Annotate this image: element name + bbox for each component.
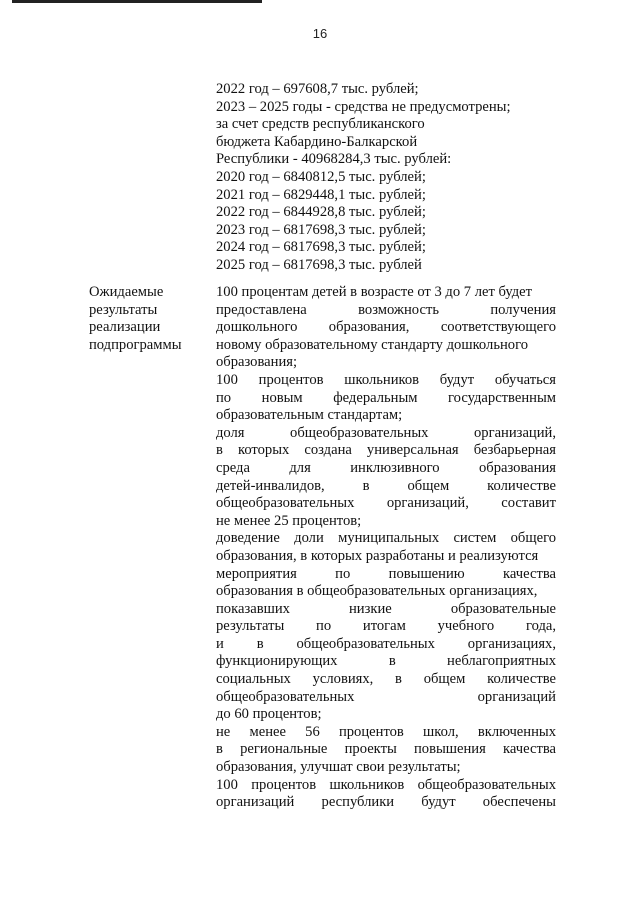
results-line: мероприятия по повышению качества	[216, 565, 556, 582]
funding-line: 2021 год – 6829448,1 тыс. рублей;	[216, 186, 426, 203]
results-line: не менее 25 процентов;	[216, 512, 362, 529]
funding-block	[216, 81, 556, 275]
results-line: образования;	[216, 354, 298, 371]
section-label-line: подпрограммы	[89, 336, 182, 353]
results-line: функционирующих в неблагоприятных	[216, 653, 556, 670]
funding-line: 2023 – 2025 годы - средства не предусмотрены;	[216, 98, 511, 115]
results-line: не менее 56 процентов школ, включенных	[216, 723, 556, 740]
results-line: доведение доли муниципальных систем общего	[216, 530, 556, 547]
funding-line: Республики - 40968284,3 тыс. рублей:	[216, 151, 452, 168]
funding-line: 2023 год – 6817698,3 тыс. рублей;	[216, 221, 426, 238]
results-line: до 60 процентов;	[216, 706, 322, 723]
top-border-line	[12, 0, 262, 3]
results-line: показавших низкие образовательные	[216, 600, 556, 617]
results-line: среда для инклюзивного образования	[216, 459, 556, 476]
funding-line: бюджета Кабардино-Балкарской	[216, 133, 418, 150]
results-line: общеобразовательных организаций, составит	[216, 495, 556, 512]
section-label-line: реализации	[89, 319, 161, 336]
results-line: новому образовательному стандарту дошкольного	[216, 336, 529, 353]
results-line: детей-инвалидов, в общем количестве	[216, 477, 556, 494]
results-line: по новым федеральным государственным	[216, 389, 556, 406]
results-line: в которых создана универсальная безбарьерная	[216, 442, 556, 459]
results-line: социальных условиях, в общем количестве	[216, 671, 556, 688]
results-line: 100 процентов школьников общеобразовательных	[216, 776, 556, 793]
results-line: 100 процентам детей в возрасте от 3 до 7 лет будет	[216, 284, 533, 300]
funding-line: за счет средств республиканского	[216, 116, 425, 133]
funding-line: 2025 год – 6817698,3 тыс. рублей	[216, 256, 422, 273]
results-line: образовательным стандартам;	[216, 407, 403, 424]
expected-results-block	[216, 284, 556, 812]
results-line: образования, улучшат свои результаты;	[216, 759, 461, 776]
results-line: предоставлена возможность получения	[216, 301, 556, 318]
funding-line: 2022 год – 697608,7 тыс. рублей;	[216, 81, 419, 97]
section-label-line: Ожидаемые	[89, 284, 164, 300]
results-line: дошкольного образования, соответствующего	[216, 319, 556, 336]
funding-line: 2022 год – 6844928,8 тыс. рублей;	[216, 204, 426, 221]
results-line: общеобразовательных организаций	[216, 688, 556, 705]
funding-line: 2024 год – 6817698,3 тыс. рублей;	[216, 239, 426, 256]
results-line: образования в общеобразовательных организациях,	[216, 583, 538, 600]
results-line: образования, в которых разработаны и реализуются	[216, 547, 539, 564]
page-number: 16	[312, 26, 328, 41]
section-label-line: результаты	[89, 301, 158, 318]
results-line: 100 процентов школьников будут обучаться	[216, 371, 556, 388]
results-line: и в общеобразовательных организациях,	[216, 635, 556, 652]
results-line: доля общеобразовательных организаций,	[216, 424, 556, 441]
results-line: в региональные проекты повышения качества	[216, 741, 556, 758]
section-label	[89, 284, 207, 354]
results-line: результаты по итогам учебного года,	[216, 618, 556, 635]
funding-line: 2020 год – 6840812,5 тыс. рублей;	[216, 168, 426, 185]
results-line: организаций республики будут обеспечены	[216, 794, 556, 811]
